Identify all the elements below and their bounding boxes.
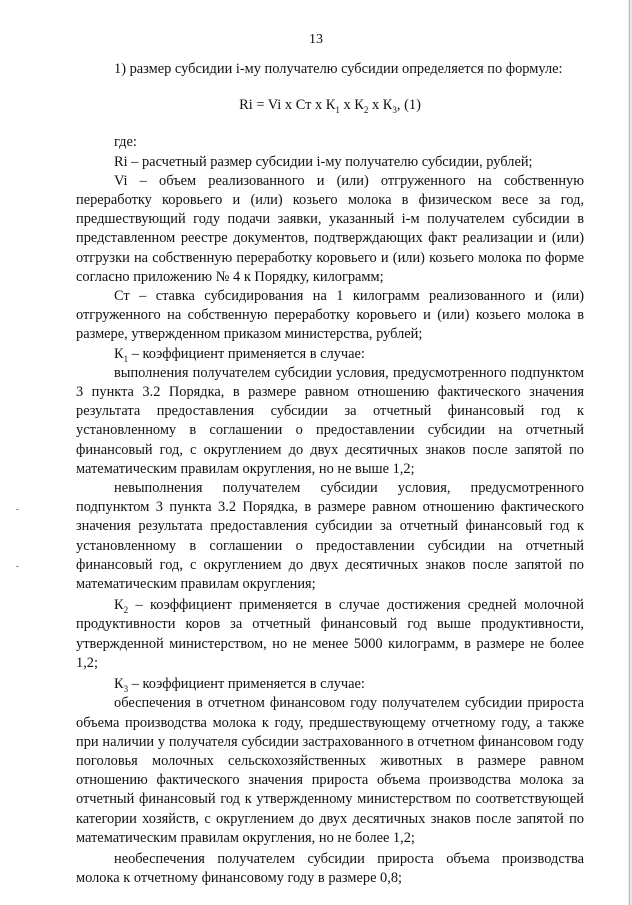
k1-text: – коэффициент применяется в случае: — [128, 345, 365, 362]
paragraph-k3-provision: обеспечения в отчетном финансовом году получателем субсидии прироста объема производства молока к году, предшествующему отчетному году, а также при наличии у получателя субсидии застрахованного в отчетном финансовом году поголовья молочных сельскохозяйственных животных в размере равном отношению фактического значения прироста объема производства молока за отчетный финансовый год к утвержденному министерством по соответствующей категории хозяйств, с округлением до двух десятичных знаков после запятой по математическим правилам округления, но не более 1,2; — [76, 695, 584, 846]
paragraph-k1 — [76, 345, 584, 364]
k2-letter: К — [114, 597, 124, 614]
formula-subscript: 3 — [392, 105, 397, 116]
k3-text: – коэффициент применяется в случае: — [128, 676, 365, 693]
paragraph-k1-nonfulfillment: невыполнения получателем субсидии условия, предусмотренного подпунктом 3 пункта 3.2 Порядка, в размере равном отношению фактического значения результата предоставления субсидии за отчетный финансовый год к установленному в соглашении о предоставлении субсидии на отчетный финансовый год, с округлением до двух десятичных знаков после запятой по математическим правилам округления; — [76, 480, 584, 593]
scan-edge-line — [629, 0, 630, 905]
paragraph-k3 — [76, 675, 584, 694]
k2-subscript: 2 — [123, 605, 129, 616]
paragraph-ri: Ri – расчетный размер субсидии i-му получателю субсидии, рублей; — [114, 153, 533, 170]
paragraph-k2 — [76, 596, 584, 673]
formula-part: Ri = Vi x Ст x К — [239, 97, 336, 114]
formula-part: , (1) — [396, 97, 421, 114]
page-number: 13 — [309, 32, 323, 47]
document-body — [76, 60, 584, 888]
k1-subscript: 1 — [123, 353, 129, 364]
k3-letter: К — [114, 676, 124, 693]
formula-part: x К — [368, 97, 393, 114]
scan-margin-mark — [16, 566, 19, 567]
formula-subscript: 2 — [363, 105, 369, 116]
paragraph-st: Ст – ставка субсидирования на 1 килограмм реализованного и (или) отгруженного на собственную переработку коровьего и (или) козьего молока в размере, утвержденном приказом министерства, рублей; — [76, 288, 584, 343]
k1-letter: К — [114, 345, 124, 362]
formula — [76, 96, 584, 115]
scan-margin-mark — [16, 509, 19, 510]
k2-text: – коэффициент применяется в случае достижения средней молочной продуктивности коров за отчетный финансовый год выше продуктивности, утвержденной министерством, но не менее 5000 килограмм, в размере не более 1,2; — [76, 597, 584, 671]
k3-subscript: 3 — [123, 683, 129, 694]
paragraph-k1-fulfillment: выполнения получателем субсидии условия, предусмотренного подпунктом 3 пункта 3.2 Порядка, в размере равном отношению фактического значения результата предоставления субсидии за отчетный финансовый год к установленному в соглашении о предоставлении субсидии на отчетный финансовый год, с округлением до двух десятичных знаков после запятой по математическим правилам округления, но не выше 1,2; — [76, 364, 584, 477]
paragraph-subsidy-size: 1) размер субсидии i-му получателю субсидии определяется по формуле: — [114, 61, 563, 77]
paragraph-where: где: — [114, 134, 137, 151]
formula-part: x К — [339, 97, 364, 114]
paragraph-k3-nonprovision: необеспечения получателем субсидии прироста объема производства молока к отчетному финансовому году в размере 0,8; — [76, 850, 584, 887]
formula-subscript: 1 — [335, 105, 340, 116]
paragraph-vi: Vi – объем реализованного и (или) отгруженного на собственную переработку коровьего и (или) козьего молока в физическом весе за год, предшествующий году подачи заявки, указанный i-м получателем субсидии в представленном реестре документов, подтверждающих факт реализации и (или) отгрузки на собственную переработку коровьего и (или) козьего молока по форме согласно приложению № 4 к Порядку, килограмм; — [76, 172, 584, 285]
